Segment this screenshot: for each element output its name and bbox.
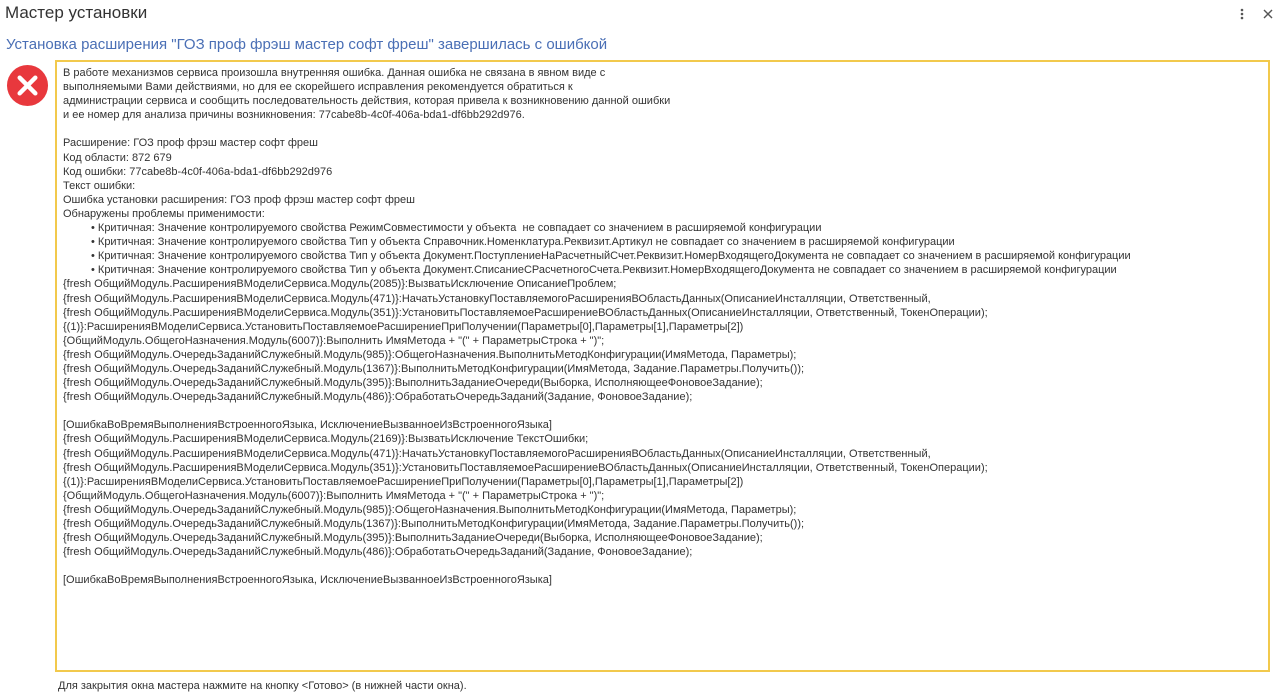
details-line: {fresh ОбщийМодуль.РасширенияВМоделиСервиса.Модуль(351)}:УстановитьПоставляемоеРасширениеВОбластьДанных(ОписаниеИнсталляции, Ответственный, ТокенОперации); bbox=[63, 306, 988, 319]
window-title: Мастер установки bbox=[5, 3, 148, 22]
details-line: и ее номер для анализа причины возникновения: 77cabe8b-4c0f-406a-bda1-df6bb292d976. bbox=[63, 109, 525, 122]
error-x-icon bbox=[6, 64, 49, 107]
details-line: Расширение: ГОЗ проф фрэш мастер софт фреш bbox=[63, 137, 318, 150]
details-line: Обнаружены проблемы применимости: bbox=[63, 207, 265, 220]
details-line: {ОбщийМодуль.ОбщегоНазначения.Модуль(6007)}:Выполнить ИмяМетода + "(" + ПараметрыСтрока + ")"; bbox=[63, 489, 605, 502]
details-line: {fresh ОбщийМодуль.РасширенияВМоделиСервиса.Модуль(2085)}:ВызватьИсключение ОписаниеПроблем; bbox=[63, 278, 617, 291]
details-line: {fresh ОбщийМодуль.РасширенияВМоделиСервиса.Модуль(471)}:НачатьУстановкуПоставляемогоРасширенияВОбластьДанных(ОписаниеИнсталляции, Ответственный, bbox=[63, 447, 931, 460]
details-line: {fresh ОбщийМодуль.ОчередьЗаданийСлужебный.Модуль(985)}:ОбщегоНазначения.ВыполнитьМетодКонфигурации(ИмяМетода, Параметры); bbox=[63, 348, 797, 361]
details-bullet-line: • Критичная: Значение контролируемого свойства Тип у объекта Документ.СписаниеСРасчетногоСчета.Реквизит.НомерВходящегоДокумента не совпадает со значением в расширяемой конфигурации bbox=[91, 264, 1117, 277]
details-line: выполняемыми Вами действиями, но для ее скорейшего исправления рекомендуется обратиться к bbox=[63, 81, 573, 94]
more-vertical-icon bbox=[1240, 8, 1244, 20]
details-line: Код области: 872 679 bbox=[63, 151, 172, 164]
details-line: {fresh ОбщийМодуль.ОчередьЗаданийСлужебный.Модуль(985)}:ОбщегоНазначения.ВыполнитьМетодКонфигурации(ИмяМетода, Параметры); bbox=[63, 503, 797, 516]
more-actions-button[interactable] bbox=[1232, 4, 1252, 24]
details-line: {fresh ОбщийМодуль.РасширенияВМоделиСервиса.Модуль(471)}:НачатьУстановкуПоставляемогоРасширенияВОбластьДанных(ОписаниеИнсталляции, Ответственный, bbox=[63, 292, 931, 305]
details-line: {fresh ОбщийМодуль.ОчередьЗаданийСлужебный.Модуль(395)}:ВыполнитьЗаданиеОчереди(Выборка, ИсполняющееФоновоеЗадание); bbox=[63, 377, 763, 390]
details-bullet-line: • Критичная: Значение контролируемого свойства РежимСовместимости у объекта не совпадает со значением в расширяемой конфигурации bbox=[91, 222, 822, 235]
error-details-field[interactable] bbox=[55, 60, 1270, 672]
details-line: {fresh ОбщийМодуль.ОчередьЗаданийСлужебный.Модуль(1367)}:ВыполнитьМетодКонфигурации(ИмяМетода, Задание.Параметры.Получить()); bbox=[63, 362, 805, 375]
details-line: Ошибка установки расширения: ГОЗ проф фрэш мастер софт фреш bbox=[63, 193, 415, 206]
details-line: В работе механизмов сервиса произошла внутренняя ошибка. Данная ошибка не связана в явном виде с bbox=[63, 67, 606, 79]
details-line: {fresh ОбщийМодуль.ОчередьЗаданийСлужебный.Модуль(486)}:ОбработатьОчередьЗаданий(Задание, ФоновоеЗадание); bbox=[63, 391, 693, 404]
details-line bbox=[63, 559, 1262, 573]
details-line: Код ошибки: 77cabe8b-4c0f-406a-bda1-df6bb292d976 bbox=[63, 165, 333, 178]
details-line: {(1)}:РасширенияВМоделиСервиса.УстановитьПоставляемоеРасширениеПриПолучении(Параметры[0],Параметры[1],Параметры[2]) bbox=[63, 475, 744, 488]
details-line: {fresh ОбщийМодуль.РасширенияВМоделиСервиса.Модуль(351)}:УстановитьПоставляемоеРасширениеВОбластьДанных(ОписаниеИнсталляции, Ответственный, ТокенОперации); bbox=[63, 461, 988, 474]
details-bullet-line: • Критичная: Значение контролируемого свойства Тип у объекта Документ.ПоступлениеНаРасчетныйСчет.Реквизит.НомерВходящегоДокумента не совпадает со значением в расширяемой конфигурации bbox=[91, 250, 1131, 263]
details-line: {fresh ОбщийМодуль.ОчередьЗаданийСлужебный.Модуль(486)}:ОбработатьОчередьЗаданий(Задание, ФоновоеЗадание); bbox=[63, 546, 693, 559]
details-line: Текст ошибки: bbox=[63, 179, 136, 192]
details-line: {fresh ОбщийМодуль.РасширенияВМоделиСервиса.Модуль(2169)}:ВызватьИсключение ТекстОшибки; bbox=[63, 433, 589, 446]
details-line: администрации сервиса и сообщить последовательность действия, которая привела к возникновению данной ошибки bbox=[63, 95, 671, 108]
footer-hint: Для закрытия окна мастера нажмите на кнопку <Готово> (в нижней части окна). bbox=[58, 680, 467, 692]
details-line: [ОшибкаВоВремяВыполненияВстроенногоЯзыка, ИсключениеВызванноеИзВстроенногоЯзыка] bbox=[63, 574, 552, 587]
details-line: [ОшибкаВоВремяВыполненияВстроенногоЯзыка, ИсключениеВызванноеИзВстроенногоЯзыка] bbox=[63, 419, 552, 432]
details-line bbox=[63, 404, 1262, 418]
details-line: {(1)}:РасширенияВМоделиСервиса.УстановитьПоставляемоеРасширениеПриПолучении(Параметры[0],Параметры[1],Параметры[2]) bbox=[63, 320, 744, 333]
details-line bbox=[63, 122, 1262, 136]
close-icon bbox=[1263, 9, 1273, 19]
details-bullet-line: • Критичная: Значение контролируемого свойства Тип у объекта Справочник.Номенклатура.Реквизит.Артикул не совпадает со значением в расширяемой конфигурации bbox=[91, 236, 955, 249]
close-button[interactable] bbox=[1258, 4, 1278, 24]
details-line: {ОбщийМодуль.ОбщегоНазначения.Модуль(6007)}:Выполнить ИмяМетода + "(" + ПараметрыСтрока + ")"; bbox=[63, 334, 605, 347]
titlebar bbox=[0, 0, 1280, 28]
details-line: {fresh ОбщийМодуль.ОчередьЗаданийСлужебный.Модуль(1367)}:ВыполнитьМетодКонфигурации(ИмяМетода, Задание.Параметры.Получить()); bbox=[63, 518, 805, 530]
details-line: {fresh ОбщийМодуль.ОчередьЗаданийСлужебный.Модуль(395)}:ВыполнитьЗаданиеОчереди(Выборка, ИсполняющееФоновоеЗадание); bbox=[63, 532, 763, 545]
result-heading: Установка расширения "ГОЗ проф фрэш мастер софт фреш" завершилась с ошибкой bbox=[6, 36, 608, 53]
